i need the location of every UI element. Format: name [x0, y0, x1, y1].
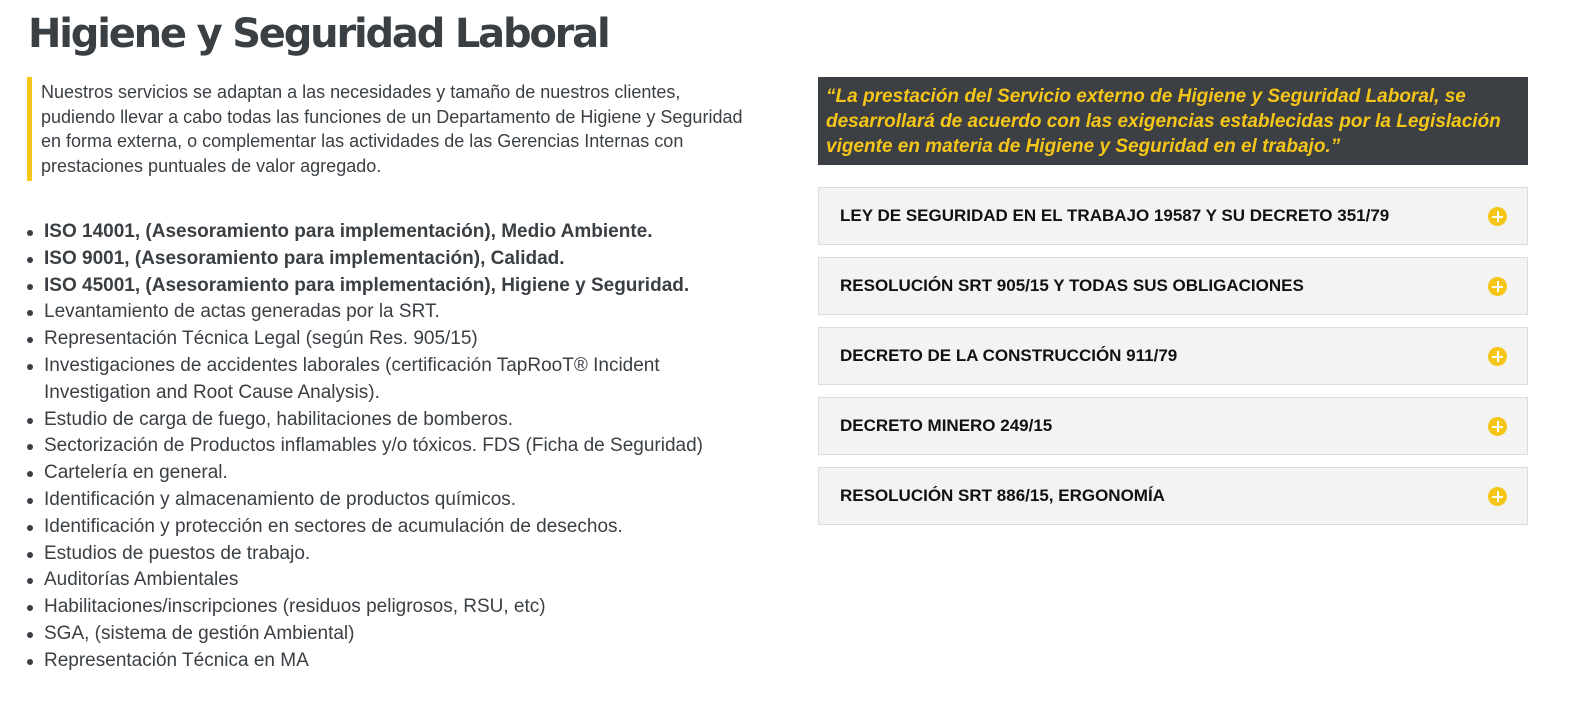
accordion-item-label: DECRETO DE LA CONSTRUCCIÓN 911/79	[840, 346, 1178, 365]
accordion-item-decreto-911[interactable]	[818, 327, 1528, 385]
list-item: Investigaciones de accidentes laborales (certificación TapRooT® Incident Investigation and Root Cause Analysis).	[44, 353, 744, 407]
accordion-item-ley-19587[interactable]	[818, 187, 1528, 245]
accordion-item-decreto-minero[interactable]	[818, 397, 1528, 455]
list-item: Auditorías Ambientales	[44, 567, 744, 594]
accordion-item-label: RESOLUCIÓN SRT 905/15 Y TODAS SUS OBLIGACIONES	[840, 276, 1304, 295]
list-item: Estudios de puestos de trabajo.	[44, 541, 744, 568]
list-item: Cartelería en general.	[44, 460, 744, 487]
list-item: ISO 14001, (Asesoramiento para implementación), Medio Ambiente.	[44, 219, 744, 246]
list-item: ISO 45001, (Asesoramiento para implementación), Higiene y Seguridad.	[44, 273, 744, 300]
list-item: Representación Técnica Legal (según Res. 905/15)	[44, 326, 744, 353]
list-item: Estudio de carga de fuego, habilitaciones de bomberos.	[44, 407, 744, 434]
intro-paragraph: Nuestros servicios se adaptan a las necesidades y tamaño de nuestros clientes, pudiendo llevar a cabo todas las funciones de un Departamento de Higiene y Seguridad en forma externa, o complementar las actividades de las Gerencias Internas con prestaciones puntuales de valor agregado.	[27, 77, 747, 181]
list-item: Levantamiento de actas generadas por la SRT.	[44, 299, 744, 326]
accordion-item-resolucion-905[interactable]	[818, 257, 1528, 315]
list-item: Identificación y almacenamiento de productos químicos.	[44, 487, 744, 514]
list-item: ISO 9001, (Asesoramiento para implementación), Calidad.	[44, 246, 744, 273]
plus-circle-icon[interactable]	[1488, 487, 1507, 506]
list-item: Habilitaciones/inscripciones (residuos peligrosos, RSU, etc)	[44, 594, 744, 621]
accordion-item-label: RESOLUCIÓN SRT 886/15, ERGONOMÍA	[840, 486, 1165, 505]
services-list	[24, 219, 744, 675]
list-item: Identificación y protección en sectores de acumulación de desechos.	[44, 514, 744, 541]
plus-circle-icon[interactable]	[1488, 417, 1507, 436]
accordion-item-resolucion-886[interactable]	[818, 467, 1528, 525]
list-item: Representación Técnica en MA	[44, 648, 744, 675]
list-item: Sectorización de Productos inflamables y/o tóxicos. FDS (Ficha de Seguridad)	[44, 433, 744, 460]
plus-circle-icon[interactable]	[1488, 277, 1507, 296]
legislation-quote: “La prestación del Servicio externo de Higiene y Seguridad Laboral, se desarrollará de acuerdo con las exigencias establecidas por la Legislación vigente en materia de Higiene y Seguridad en el trabajo.”	[818, 77, 1528, 165]
regulations-accordion	[818, 187, 1528, 537]
page-title: Higiene y Seguridad Laboral	[28, 11, 609, 57]
accordion-item-label: LEY DE SEGURIDAD EN EL TRABAJO 19587 Y SU DECRETO 351/79	[840, 206, 1390, 225]
list-item: SGA, (sistema de gestión Ambiental)	[44, 621, 744, 648]
plus-circle-icon[interactable]	[1488, 347, 1507, 366]
plus-circle-icon[interactable]	[1488, 207, 1507, 226]
accordion-item-label: DECRETO MINERO 249/15	[840, 416, 1053, 435]
